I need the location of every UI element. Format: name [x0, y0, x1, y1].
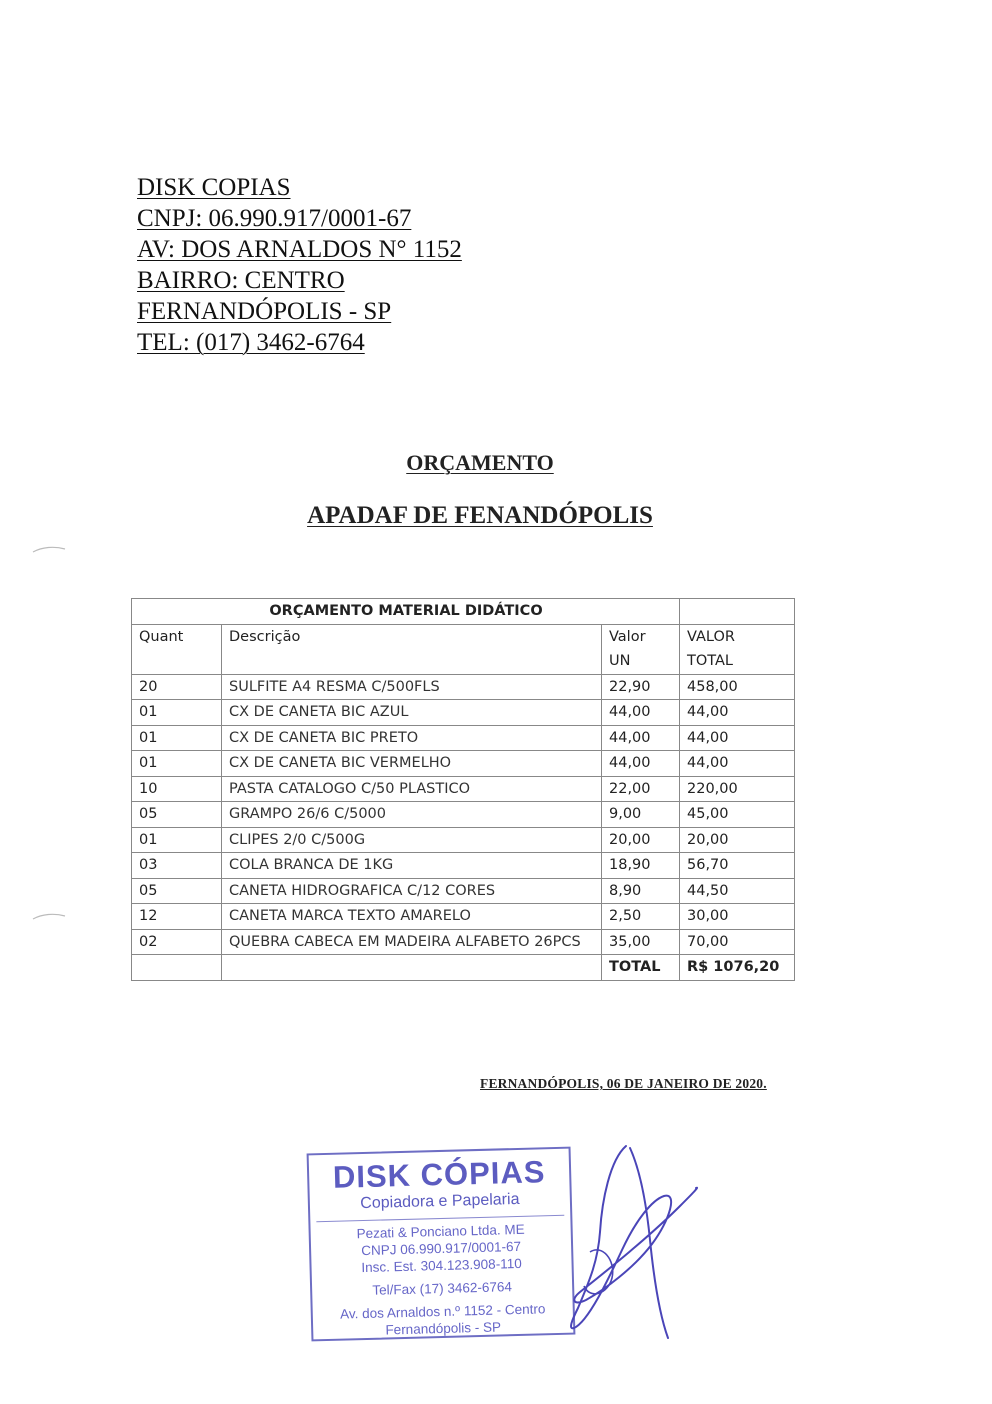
table-total-row: [132, 955, 795, 981]
row-quant: 01: [132, 827, 222, 853]
table-row: [132, 700, 795, 726]
table-row: [132, 853, 795, 879]
table-header-row: [132, 624, 795, 674]
date-line: FERNANDÓPOLIS, 06 DE JANEIRO DE 2020.: [480, 1076, 767, 1091]
handwritten-signature: [560, 1140, 710, 1340]
budget-table: [131, 598, 795, 981]
row-description: COLA BRANCA DE 1KG: [222, 853, 602, 879]
row-quant: 03: [132, 853, 222, 879]
row-description: CANETA HIDROGRAFICA C/12 CORES: [222, 878, 602, 904]
table-row: [132, 827, 795, 853]
row-description: GRAMPO 26/6 C/5000: [222, 802, 602, 828]
row-unit-value: 9,00: [602, 802, 680, 828]
row-total-value: 44,00: [680, 751, 795, 777]
row-quant: 05: [132, 802, 222, 828]
row-total-value: 458,00: [680, 674, 795, 700]
row-quant: 01: [132, 751, 222, 777]
table-title-row: [132, 599, 795, 625]
row-total-value: 220,00: [680, 776, 795, 802]
row-total-value: 56,70: [680, 853, 795, 879]
header-valor-un-line2: UN: [609, 653, 631, 669]
table-row: [132, 674, 795, 700]
row-unit-value: 22,00: [602, 776, 680, 802]
company-address: AV: DOS ARNALDOS N° 1152: [137, 236, 462, 263]
row-total-value: 44,50: [680, 878, 795, 904]
row-quant: 01: [132, 725, 222, 751]
company-name: DISK COPIAS: [137, 174, 291, 201]
header-valor-total-line1: VALOR: [687, 628, 735, 645]
row-description: CX DE CANETA BIC AZUL: [222, 700, 602, 726]
total-empty-cell: [132, 955, 222, 981]
table-row: [132, 776, 795, 802]
document-heading: ORÇAMENTO: [406, 450, 554, 475]
company-phone: TEL: (017) 3462-6764: [137, 329, 365, 356]
row-description: CX DE CANETA BIC PRETO: [222, 725, 602, 751]
company-city: FERNANDÓPOLIS - SP: [137, 298, 392, 325]
row-unit-value: 18,90: [602, 853, 680, 879]
table-row: [132, 904, 795, 930]
row-description: CX DE CANETA BIC VERMELHO: [222, 751, 602, 777]
company-district: BAIRRO: CENTRO: [137, 267, 345, 294]
row-total-value: 45,00: [680, 802, 795, 828]
row-unit-value: 20,00: [602, 827, 680, 853]
header-valor-total-line2: TOTAL: [687, 653, 733, 669]
row-quant: 01: [132, 700, 222, 726]
row-total-value: 70,00: [680, 929, 795, 955]
stamp-company: Pezati & Ponciano Ltda. ME: [356, 1221, 525, 1242]
header-valor-total: [680, 624, 795, 674]
row-quant: 20: [132, 674, 222, 700]
row-quant: 10: [132, 776, 222, 802]
row-quant: 05: [132, 878, 222, 904]
row-description: PASTA CATALOGO C/50 PLASTICO: [222, 776, 602, 802]
row-description: CLIPES 2/0 C/500G: [222, 827, 602, 853]
row-total-value: 44,00: [680, 700, 795, 726]
header-valor-un: [602, 624, 680, 674]
row-description: QUEBRA CABECA EM MADEIRA ALFABETO 26PCS: [222, 929, 602, 955]
table-row: [132, 802, 795, 828]
row-unit-value: 2,50: [602, 904, 680, 930]
row-unit-value: 35,00: [602, 929, 680, 955]
total-label: TOTAL: [602, 955, 680, 981]
stamp-subtitle: Copiadora e Papelaria: [360, 1190, 520, 1213]
row-total-value: 20,00: [680, 827, 795, 853]
stamp-cnpj: CNPJ 06.990.917/0001-67: [361, 1238, 522, 1259]
table-title: ORÇAMENTO MATERIAL DIDÁTICO: [132, 599, 680, 625]
total-value: R$ 1076,20: [680, 955, 795, 981]
row-total-value: 44,00: [680, 725, 795, 751]
table-row: [132, 751, 795, 777]
table-title-empty-cell: [680, 599, 795, 625]
client-title: APADAF DE FENANDÓPOLIS: [307, 502, 653, 529]
table-row: [132, 725, 795, 751]
row-quant: 02: [132, 929, 222, 955]
company-header: [137, 172, 462, 358]
scan-mark: [32, 912, 66, 920]
table-row: [132, 878, 795, 904]
stamp-address: Av. dos Arnaldos n.º 1152 - Centro: [339, 1301, 546, 1322]
stamp-phone: Tel/Fax (17) 3462-6764: [372, 1279, 513, 1298]
row-quant: 12: [132, 904, 222, 930]
total-empty-cell: [222, 955, 602, 981]
row-unit-value: 8,90: [602, 878, 680, 904]
header-valor-un-line1: Valor: [609, 628, 646, 645]
row-description: SULFITE A4 RESMA C/500FLS: [222, 674, 602, 700]
row-unit-value: 44,00: [602, 751, 680, 777]
row-unit-value: 22,90: [602, 674, 680, 700]
stamp-city: Fernandópolis - SP: [385, 1319, 502, 1338]
header-descricao: Descrição: [222, 624, 602, 674]
row-unit-value: 44,00: [602, 725, 680, 751]
company-stamp: [307, 1147, 576, 1342]
stamp-name: DISK CÓPIAS: [332, 1154, 546, 1195]
row-unit-value: 44,00: [602, 700, 680, 726]
row-total-value: 30,00: [680, 904, 795, 930]
table-row: [132, 929, 795, 955]
company-cnpj: CNPJ: 06.990.917/0001-67: [137, 205, 412, 232]
header-quant: Quant: [132, 624, 222, 674]
stamp-insc: Insc. Est. 304.123.908-110: [361, 1255, 522, 1276]
scan-mark: [32, 545, 66, 553]
row-description: CANETA MARCA TEXTO AMARELO: [222, 904, 602, 930]
